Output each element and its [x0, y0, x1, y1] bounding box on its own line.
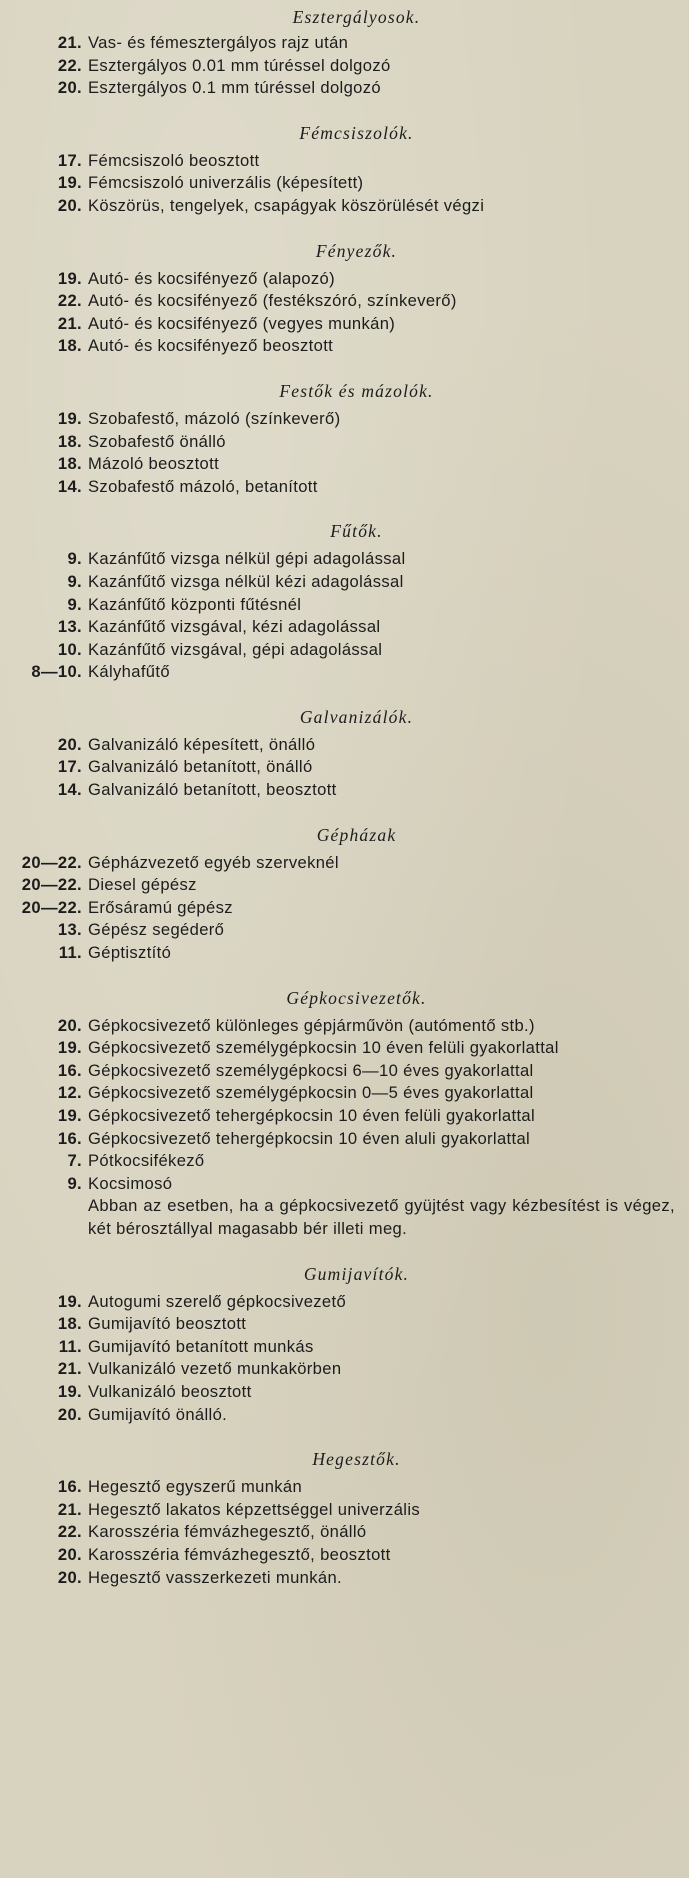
job-entry: [8, 1082, 675, 1105]
job-title: Szobafestő önálló: [88, 431, 226, 451]
job-entry: [8, 616, 675, 639]
job-title: Autó- és kocsifényező (festékszóró, színkeverő): [88, 291, 457, 311]
wage-category-number: 19.: [57, 268, 82, 288]
wage-category-number: 19.: [57, 1291, 82, 1311]
section-title: Galvanizálók.: [299, 706, 414, 727]
job-title: Gépész segéderő: [88, 920, 225, 940]
job-title: Esztergályos 0.1 mm túréssel dolgozó: [88, 78, 381, 98]
job-entry: [8, 32, 675, 55]
job-entry: [8, 77, 675, 100]
wage-category-number: 20.: [57, 195, 82, 215]
job-title: Géptisztító: [88, 943, 172, 963]
job-entry: [8, 172, 675, 195]
job-title: Gumijavító önálló.: [88, 1404, 228, 1424]
job-entry: [8, 313, 675, 336]
section-title: Hegesztők.: [312, 1449, 401, 1470]
wage-category-number: 17.: [57, 757, 82, 777]
job-entry: [8, 734, 675, 757]
wage-category-number: 11.: [58, 1336, 82, 1356]
job-title: Hegesztő egyszerű munkán: [88, 1477, 303, 1497]
job-section: [8, 824, 675, 965]
job-entry: [8, 1105, 675, 1128]
job-entry: [8, 1544, 675, 1567]
job-entry: [8, 1291, 675, 1314]
job-section: [8, 1263, 675, 1427]
job-title: Gépkocsivezető tehergépkocsin 10 éven aluli gyakorlattal: [88, 1128, 531, 1148]
wage-category-number: 20.: [57, 1567, 82, 1587]
job-entry: [8, 408, 675, 431]
wage-category-number: 7.: [67, 1151, 82, 1171]
job-entry: [8, 571, 675, 594]
wage-category-number: 20—22.: [21, 852, 82, 872]
wage-category-number: 21.: [57, 1359, 82, 1379]
job-title: Fémcsiszoló univerzális (képesített): [88, 173, 364, 193]
job-title: Erősáramú gépész: [88, 897, 233, 917]
job-entry: [8, 756, 675, 779]
wage-category-number: 14.: [57, 476, 82, 496]
job-section: [8, 520, 675, 684]
wage-category-number: 11.: [58, 943, 82, 963]
job-entry: [8, 453, 675, 476]
job-entry: [8, 1313, 675, 1336]
job-title: Gépkocsivezető személygépkocsin 10 éven felüli gyakorlattal: [88, 1038, 559, 1058]
section-title: Fényezők.: [315, 240, 398, 261]
wage-category-number: 19.: [57, 1038, 82, 1058]
job-title: Hegesztő lakatos képzettséggel univerzális: [88, 1499, 420, 1519]
job-section: [8, 987, 675, 1241]
job-entry: [8, 335, 675, 358]
job-section: [8, 122, 675, 218]
job-entry: [8, 431, 675, 454]
job-entry: [8, 852, 675, 875]
wage-category-number: 13.: [57, 617, 82, 637]
job-entry: [8, 476, 675, 499]
job-entry: [8, 1499, 675, 1522]
wage-category-number: 18.: [57, 431, 82, 451]
job-title: Kályhafűtő: [88, 662, 170, 682]
job-entry: [8, 874, 675, 897]
section-title: Gumijavítók.: [303, 1263, 410, 1284]
job-title: Kazánfűtő központi fűtésnél: [88, 594, 302, 614]
job-title: Gépkocsivezető különleges gépjárművön (autómentő stb.): [88, 1015, 535, 1035]
job-section: [8, 1448, 675, 1589]
section-title: Gépkocsivezetők.: [286, 987, 427, 1008]
job-entry: [8, 195, 675, 218]
wage-category-number: 9.: [67, 1173, 82, 1193]
job-title: Gépkocsivezető tehergépkocsin 10 éven felüli gyakorlattal: [88, 1106, 536, 1125]
job-title: Galvanizáló betanított, önálló: [88, 757, 313, 777]
wage-category-number: 14.: [57, 780, 82, 800]
wage-category-number: 20.: [57, 1544, 82, 1564]
wage-category-number: 21.: [57, 313, 82, 333]
job-entry: [8, 548, 675, 571]
job-title: Gépkocsivezető személygépkocsin 0—5 éves gyakorlattal: [88, 1083, 534, 1103]
section-title: Fémcsiszolók.: [299, 122, 414, 143]
wage-category-number: 8—10.: [31, 662, 82, 682]
job-entry: [8, 1567, 675, 1590]
section-note: Abban az esetben, ha a gépkocsivezető gyüjtést vagy kézbesítést is végez, két bérosztállyal magasabb bér illeti meg.: [88, 1196, 675, 1238]
job-entry: [8, 897, 675, 920]
wage-category-number: 16.: [57, 1128, 82, 1148]
job-title: Galvanizáló betanított, beosztott: [88, 780, 337, 800]
job-title: Diesel gépész: [88, 875, 197, 895]
job-title: Autó- és kocsifényező (alapozó): [88, 268, 335, 288]
job-entry: [8, 639, 675, 662]
job-section: [8, 240, 675, 358]
job-entry: [8, 661, 675, 684]
wage-category-number: 19.: [57, 1381, 82, 1401]
job-entry: [8, 268, 675, 291]
wage-category-number: 20.: [57, 1404, 82, 1424]
job-entry: [8, 1404, 675, 1427]
wage-category-number: 22.: [57, 1522, 82, 1542]
wage-category-number: 21.: [57, 1499, 82, 1519]
job-title: Szobafestő, mázoló (színkeverő): [88, 408, 341, 428]
job-title: Gépházvezető egyéb szerveknél: [88, 852, 339, 872]
job-title: Köszörüs, tengelyek, csapágyak köszörülését végzi: [88, 195, 485, 215]
wage-category-number: 12.: [57, 1083, 82, 1103]
job-entry: [8, 290, 675, 313]
wage-category-number: 21.: [57, 33, 82, 52]
wage-category-number: 18.: [57, 336, 82, 356]
job-entry: [8, 1336, 675, 1359]
job-title: Kazánfűtő vizsga nélkül kézi adagolással: [88, 571, 404, 591]
job-title: Vulkanizáló beosztott: [88, 1381, 252, 1401]
job-entry: [8, 1128, 675, 1151]
job-entry: [8, 55, 675, 78]
job-entry: [8, 919, 675, 942]
wage-category-number: 9.: [67, 549, 82, 569]
job-title: Kocsimosó: [88, 1173, 173, 1193]
wage-category-number: 16.: [57, 1477, 82, 1497]
job-entry: [8, 1015, 675, 1038]
wage-category-number: 19.: [57, 173, 82, 193]
section-title: Gépházak: [316, 824, 397, 845]
job-entry: [8, 1476, 675, 1499]
job-section: [8, 6, 675, 100]
wage-category-number: 20—22.: [21, 875, 82, 895]
section-title: Fűtők.: [330, 521, 383, 542]
wage-category-number: 22.: [57, 291, 82, 311]
job-entry: [8, 594, 675, 617]
job-title: Karosszéria fémvázhegesztő, beosztott: [88, 1544, 391, 1564]
wage-category-number: 20.: [57, 734, 82, 754]
wage-category-number: 9.: [67, 594, 82, 614]
wage-category-number: 9.: [67, 571, 82, 591]
wage-category-number: 20—22.: [21, 897, 82, 917]
job-title: Hegesztő vasszerkezeti munkán.: [88, 1567, 342, 1587]
job-title: Kazánfűtő vizsgával, gépi adagolással: [88, 639, 383, 659]
job-title: Galvanizáló képesített, önálló: [88, 734, 316, 754]
wage-category-number: 17.: [57, 150, 82, 170]
job-entry: [8, 1150, 675, 1173]
wage-category-number: 13.: [57, 920, 82, 940]
wage-category-number: 19.: [57, 408, 82, 428]
job-title: Karosszéria fémvázhegesztő, önálló: [88, 1522, 367, 1542]
job-title: Esztergályos 0.01 mm túréssel dolgozó: [88, 55, 391, 75]
job-title: Gumijavító betanított munkás: [88, 1336, 314, 1356]
wage-category-number: 16.: [57, 1060, 82, 1080]
job-entry: [8, 779, 675, 802]
job-entry: [8, 1060, 675, 1083]
job-title: Vas- és fémesztergályos rajz után: [88, 33, 349, 52]
wage-category-number: 10.: [57, 639, 82, 659]
job-title: Fémcsiszoló beosztott: [88, 150, 260, 170]
job-entry: [8, 1381, 675, 1404]
job-title: Vulkanizáló vezető munkakörben: [88, 1359, 342, 1379]
job-entry: [8, 942, 675, 965]
job-title: Szobafestő mázoló, betanított: [88, 476, 318, 496]
wage-category-number: 22.: [57, 55, 82, 75]
job-section: [8, 706, 675, 802]
job-entry: [8, 150, 675, 173]
job-title: Kazánfűtő vizsga nélkül gépi adagolással: [88, 549, 406, 569]
job-title: Mázoló beosztott: [88, 454, 220, 474]
section-title: Esztergályosok.: [292, 7, 421, 27]
job-title: Gépkocsivezető személygépkocsi 6—10 éves gyakorlattal: [88, 1060, 534, 1080]
wage-category-number: 20.: [57, 1015, 82, 1035]
wage-category-number: 18.: [57, 454, 82, 474]
job-title: Autogumi szerelő gépkocsivezető: [88, 1291, 347, 1311]
job-title: Gumijavító beosztott: [88, 1314, 247, 1334]
job-title: Kazánfűtő vizsgával, kézi adagolással: [88, 617, 381, 637]
section-title: Festők és mázolók.: [279, 380, 434, 401]
job-section: [8, 380, 675, 498]
job-title: Autó- és kocsifényező (vegyes munkán): [88, 313, 396, 333]
wage-category-number: 19.: [57, 1106, 82, 1125]
wage-category-number: 18.: [57, 1314, 82, 1334]
wage-category-number: 20.: [57, 78, 82, 98]
job-title: Pótkocsifékező: [88, 1151, 205, 1171]
job-entry: [8, 1358, 675, 1381]
job-entry: [8, 1521, 675, 1544]
job-entry: [8, 1037, 675, 1060]
job-entry: [8, 1173, 675, 1196]
job-title: Autó- és kocsifényező beosztott: [88, 336, 334, 356]
